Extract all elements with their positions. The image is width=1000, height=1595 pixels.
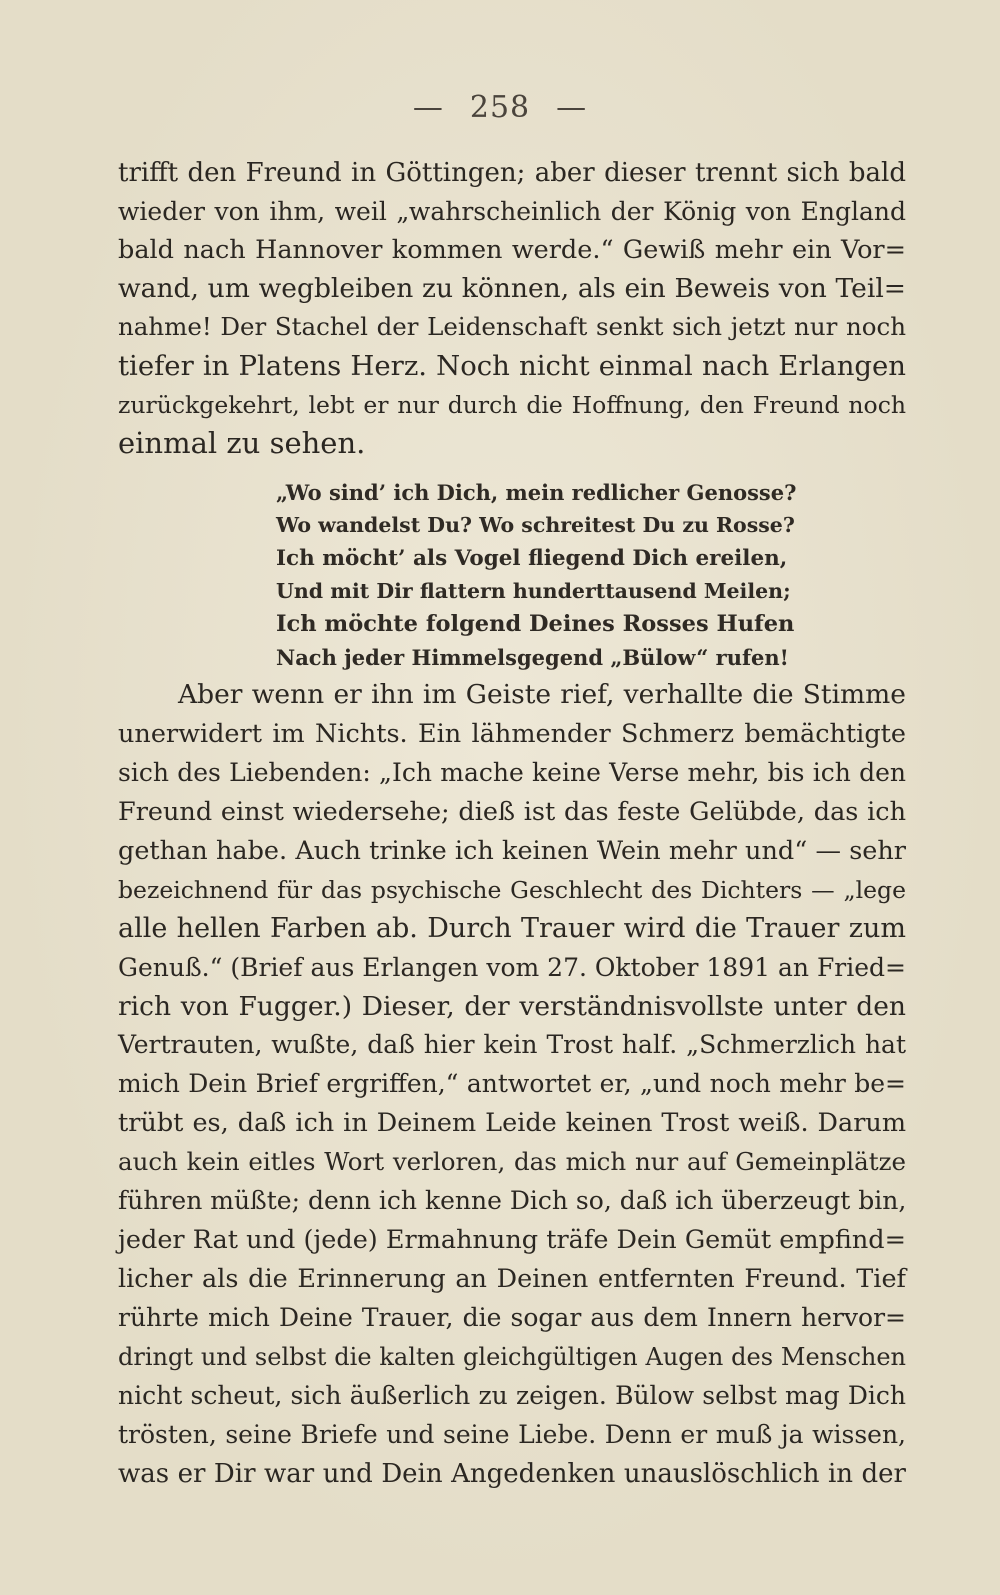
page-number-dash-right: — [556,90,588,125]
text-line: sich des Liebenden: „Ich mache keine Verse mehr, bis ich den [118,757,906,787]
poem-verse: Nach jeder Himmelsgegend „Bülow“ rufen! [276,645,789,670]
poem-quote [276,476,796,674]
text-line: rich von Fugger.) Dieser, der verständnisvollste unter den [118,990,906,1022]
text-line: Vertrauten, wußte, daß hier kein Trost half. „Schmerzlich hat [118,1030,906,1060]
text-line: gethan habe. Auch trinke ich keinen Wein mehr und“ — sehr [118,835,906,866]
text-line: jeder Rat und (jede) Ermahnung träfe Dein Gemüt empfind= [118,1225,906,1256]
text-line: zurückgekehrt, lebt er nur durch die Hoffnung, den Freund noch [118,390,906,419]
page-number: 258 [469,90,531,125]
page-number-header [0,90,1000,125]
text-line: nicht scheut, sich äußerlich zu zeigen. Bülow selbst mag Dich [118,1380,906,1410]
poem-verse: Ich möcht’ als Vogel fliegend Dich ereilen, [276,546,788,571]
text-line: alle hellen Farben ab. Durch Trauer wird die Trauer zum [118,912,906,944]
text-line: was er Dir war und Dein Angedenken unauslöschlich in der [118,1458,906,1489]
text-line: nahme! Der Stachel der Leidenschaft senkt sich jetzt nur noch [118,312,906,342]
paragraph-2 [118,676,906,1494]
poem-verse: Ich möchte folgend Deines Rosses Hufen [276,611,795,637]
poem-verse: Wo wandelst Du? Wo schreitest Du zu Rosse? [276,513,795,537]
text-line: unerwidert im Nichts. Ein lähmender Schmerz bemächtigte [118,718,906,749]
text-line: rührte mich Deine Trauer, die sogar aus dem Innern hervor= [118,1303,906,1332]
text-line: auch kein eitles Wort verloren, das mich nur auf Gemeinplätze [118,1147,906,1177]
text-line: licher als die Erinnerung an Deinen entfernten Freund. Tief [118,1264,906,1295]
text-line: bezeichnend für das psychische Geschlecht des Dichters — „lege [118,875,906,904]
text-line: trösten, seine Briefe und seine Liebe. Denn er muß ja wissen, [118,1419,906,1449]
text-line: dringt und selbst die kalten gleichgültigen Augen des Menschen [118,1342,906,1371]
text-line: Genuß.“ (Brief aus Erlangen vom 27. Oktober 1891 an Fried= [118,952,906,982]
text-line: tiefer in Platens Herz. Noch nicht einmal nach Erlangen [118,349,906,382]
text-line: wieder von ihm, weil „wahrscheinlich der König von England [118,196,906,226]
poem-verse: Und mit Dir flattern hunderttausend Meilen; [276,579,791,603]
paragraph-1 [118,154,906,463]
poem-verse: „Wo sind’ ich Dich, mein redlicher Genosse? [276,480,797,505]
text-line: Aber wenn er ihn im Geiste rief, verhallte die Stimme [178,679,906,710]
text-line: mich Dein Brief ergriffen,“ antwortet er, „und noch mehr be= [118,1069,906,1099]
text-line: Freund einst wiedersehe; dieß ist das feste Gelübde, das ich [118,796,906,827]
text-line: einmal zu sehen. [118,426,366,461]
text-line: trifft den Freund in Göttingen; aber dieser trennt sich bald [118,158,906,188]
text-line: trübt es, daß ich in Deinem Leide keinen Trost weiß. Darum [118,1108,906,1139]
text-line: bald nach Hannover kommen werde.“ Gewiß mehr ein Vor= [118,235,906,266]
page-number-dash-left: — [412,90,444,125]
text-line: wand, um wegbleiben zu können, als ein Beweis von Teil= [118,272,906,304]
text-line: führen müßte; denn ich kenne Dich so, daß ich überzeugt bin, [118,1186,907,1216]
